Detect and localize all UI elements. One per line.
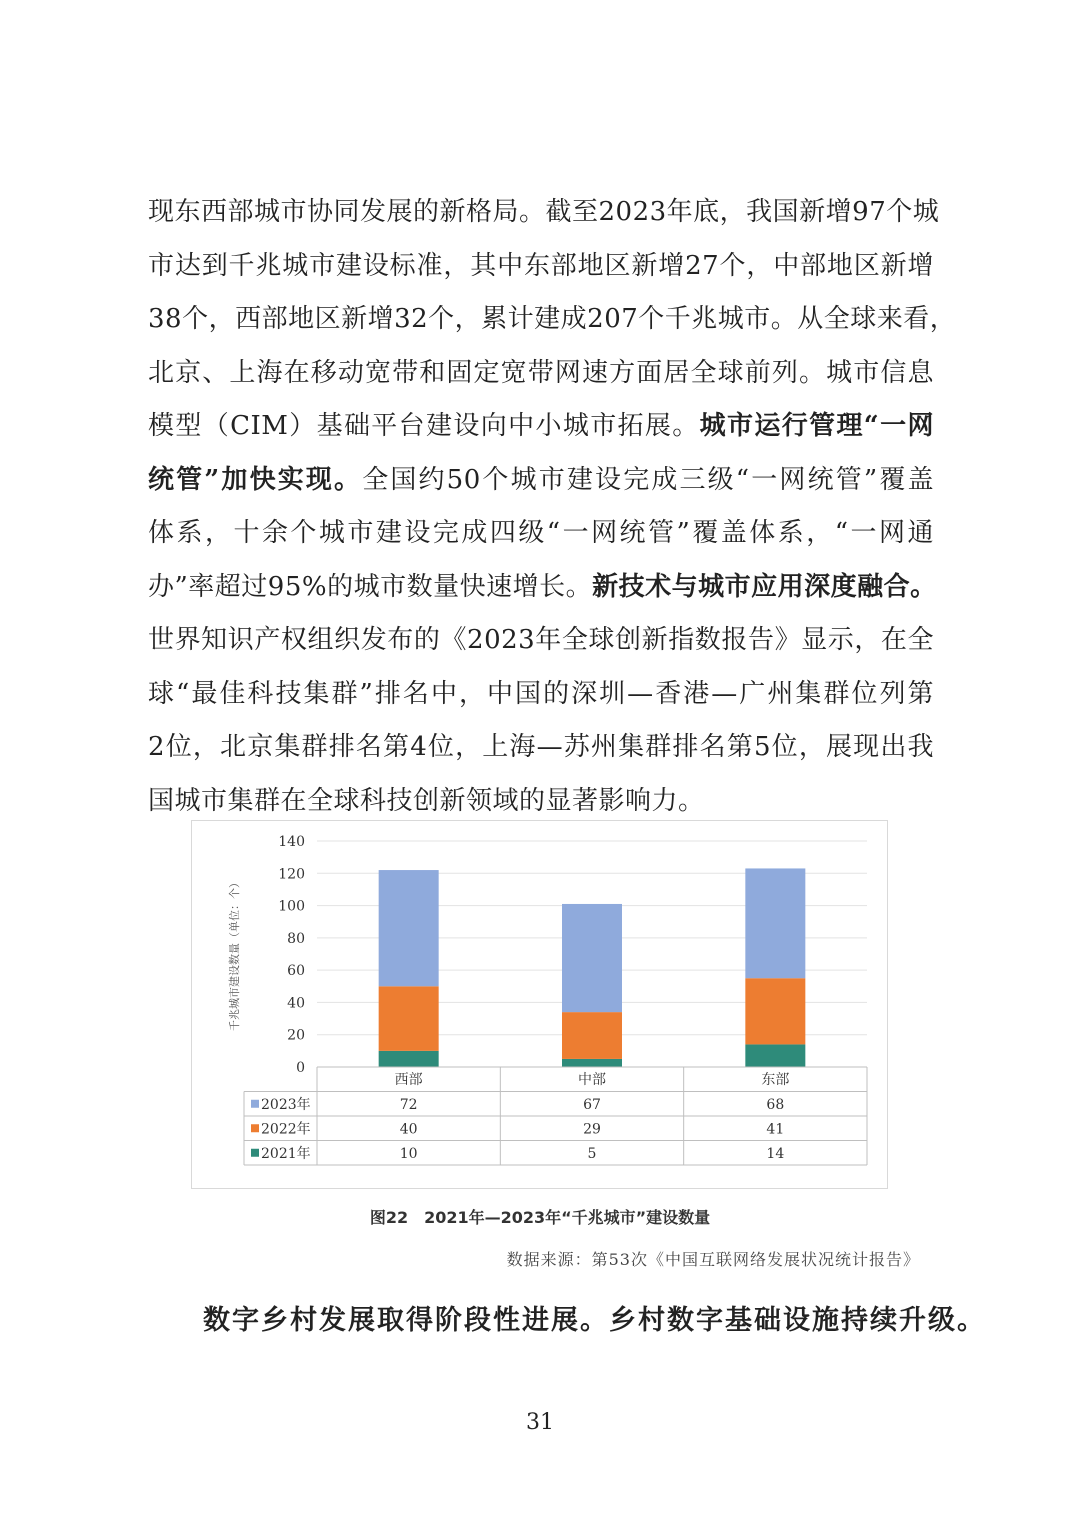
legend-swatch xyxy=(251,1149,259,1157)
y-tick-label: 20 xyxy=(287,1027,305,1044)
bar-segment xyxy=(562,904,622,1012)
page-number: 31 xyxy=(526,1410,554,1435)
table-value: 29 xyxy=(583,1121,601,1138)
y-tick-label: 80 xyxy=(287,930,305,947)
text-line: 2位，北京集群排名第4位，上海—苏州集群排名第5位，展现出我 xyxy=(148,732,934,762)
text-line: 市达到千兆城市建设标准，其中东部地区新增27个，中部地区新增 xyxy=(148,250,934,281)
text-line: 现东西部城市协同发展的新格局。截至2023年底，我国新增97个城 xyxy=(148,197,940,227)
bar-segment xyxy=(379,986,439,1051)
legend-label: 2021年 xyxy=(261,1145,311,1162)
bold-phrase: 城市运行管理“一网 xyxy=(699,411,934,441)
bold-phrase: 统管”加快实现。 xyxy=(148,464,363,495)
figure-caption: 图22 2021年—2023年“千兆城市”建设数量 xyxy=(369,1208,711,1227)
x-category-label: 中部 xyxy=(578,1072,606,1088)
data-source: 数据来源：第53次《中国互联网络发展状况统计报告》 xyxy=(506,1250,920,1269)
x-category-label: 东部 xyxy=(761,1072,790,1088)
text-line xyxy=(148,454,934,508)
y-tick-label: 0 xyxy=(296,1060,305,1076)
table-value: 72 xyxy=(399,1096,418,1113)
y-tick-label: 140 xyxy=(278,834,305,850)
y-tick-label: 100 xyxy=(278,898,305,915)
text-line: 国城市集群在全球科技创新领域的显著影响力。 xyxy=(148,785,705,816)
bar-segment xyxy=(379,870,439,986)
bar-segment xyxy=(562,1059,622,1067)
legend-label: 2023年 xyxy=(261,1096,311,1113)
text-line: 世界知识产权组织发布的《2023年全球创新指数报告》显示，在全 xyxy=(148,625,934,655)
x-category-label: 西部 xyxy=(394,1072,423,1088)
legend-label: 2022年 xyxy=(261,1121,311,1138)
body-paragraph xyxy=(148,186,957,828)
y-tick-label: 120 xyxy=(278,866,305,883)
table-value: 67 xyxy=(583,1096,601,1113)
table-value: 10 xyxy=(399,1145,418,1162)
chart-container xyxy=(191,820,888,1189)
bar-segment xyxy=(745,978,805,1044)
text-span: 办”率超过95%的城市数量快速增长。 xyxy=(148,571,593,602)
table-value: 68 xyxy=(766,1096,785,1113)
text-line: 体系，十余个城市建设完成四级“一网统管”覆盖体系，“一网通 xyxy=(148,518,934,548)
text-line: 38个，西部地区新增32个，累计建成207个千兆城市。从全球来看， xyxy=(148,304,957,334)
section-heading: 数字乡村发展取得阶段性进展。乡村数字基础设施持续升级。 xyxy=(203,1305,986,1336)
table-value: 5 xyxy=(587,1145,597,1162)
bar-segment xyxy=(745,1044,805,1067)
y-tick-label: 40 xyxy=(287,995,305,1012)
text-line: 北京、上海在移动宽带和固定宽带网速方面居全球前列。城市信息 xyxy=(148,357,934,388)
table-value: 40 xyxy=(399,1121,418,1138)
text-line xyxy=(148,561,937,615)
bar-segment xyxy=(562,1012,622,1059)
legend-swatch xyxy=(251,1100,259,1108)
table-value: 41 xyxy=(766,1121,785,1138)
y-axis-label: 千兆城市建设数量（单位：个） xyxy=(228,877,241,1031)
y-tick-label: 60 xyxy=(287,963,305,980)
bold-phrase: 新技术与城市应用深度融合。 xyxy=(592,571,937,602)
text-span: 模型（CIM）基础平台建设向中小城市拓展。 xyxy=(148,411,700,441)
text-span: 全国约50个城市建设完成三级“一网统管”覆盖 xyxy=(362,464,934,495)
legend-swatch xyxy=(251,1124,259,1132)
stacked-bar-chart xyxy=(192,821,887,1188)
text-line: 球“最佳科技集群”排名中，中国的深圳—香港—广州集群位列第 xyxy=(148,678,934,709)
bar-segment xyxy=(379,1051,439,1067)
text-line xyxy=(148,400,934,454)
table-value: 14 xyxy=(766,1145,785,1162)
bar-segment xyxy=(745,868,805,978)
